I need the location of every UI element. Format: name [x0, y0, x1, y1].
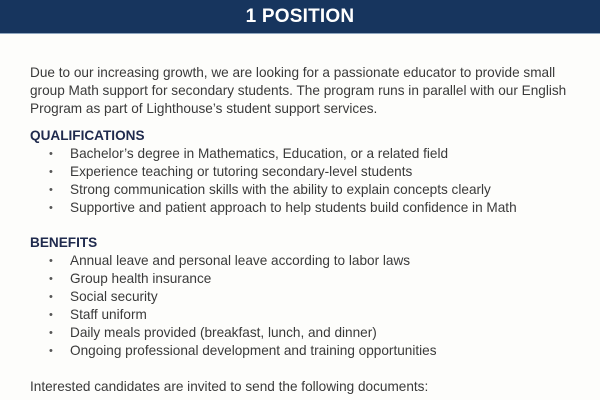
closing-paragraph: Interested candidates are invited to send the following documents: — [30, 379, 429, 394]
list-item: • Ongoing professional development and training opportunities — [30, 342, 590, 360]
benefits-heading: BENEFITS — [30, 235, 98, 250]
list-item: • Strong communication skills with the ability to explain concepts clearly — [30, 181, 590, 199]
list-item: • Staff uniform — [30, 306, 590, 324]
list-item: • Daily meals provided (breakfast, lunch, and dinner) — [30, 324, 590, 342]
list-item: • Annual leave and personal leave according to labor laws — [30, 252, 590, 270]
list-item: • Social security — [30, 288, 590, 306]
list-item: • Group health insurance — [30, 270, 590, 288]
benefits-list — [30, 252, 590, 360]
banner-title: 1 POSITION — [245, 5, 355, 27]
qualifications-list — [30, 145, 590, 217]
job-description — [30, 64, 590, 396]
qualifications-heading: QUALIFICATIONS — [30, 128, 145, 143]
list-item: • Experience teaching or tutoring secondary-level students — [30, 163, 590, 181]
list-item: • Supportive and patient approach to help students build confidence in Math — [30, 199, 590, 217]
position-banner — [0, 0, 600, 34]
list-item: • Bachelor’s degree in Mathematics, Education, or a related field — [30, 145, 590, 163]
intro-paragraph: Due to our increasing growth, we are looking for a passionate educator to provide small group Math support for secondary students. The program runs in parallel with our English Program as part of Lighthouse’s student support services. — [30, 65, 567, 116]
